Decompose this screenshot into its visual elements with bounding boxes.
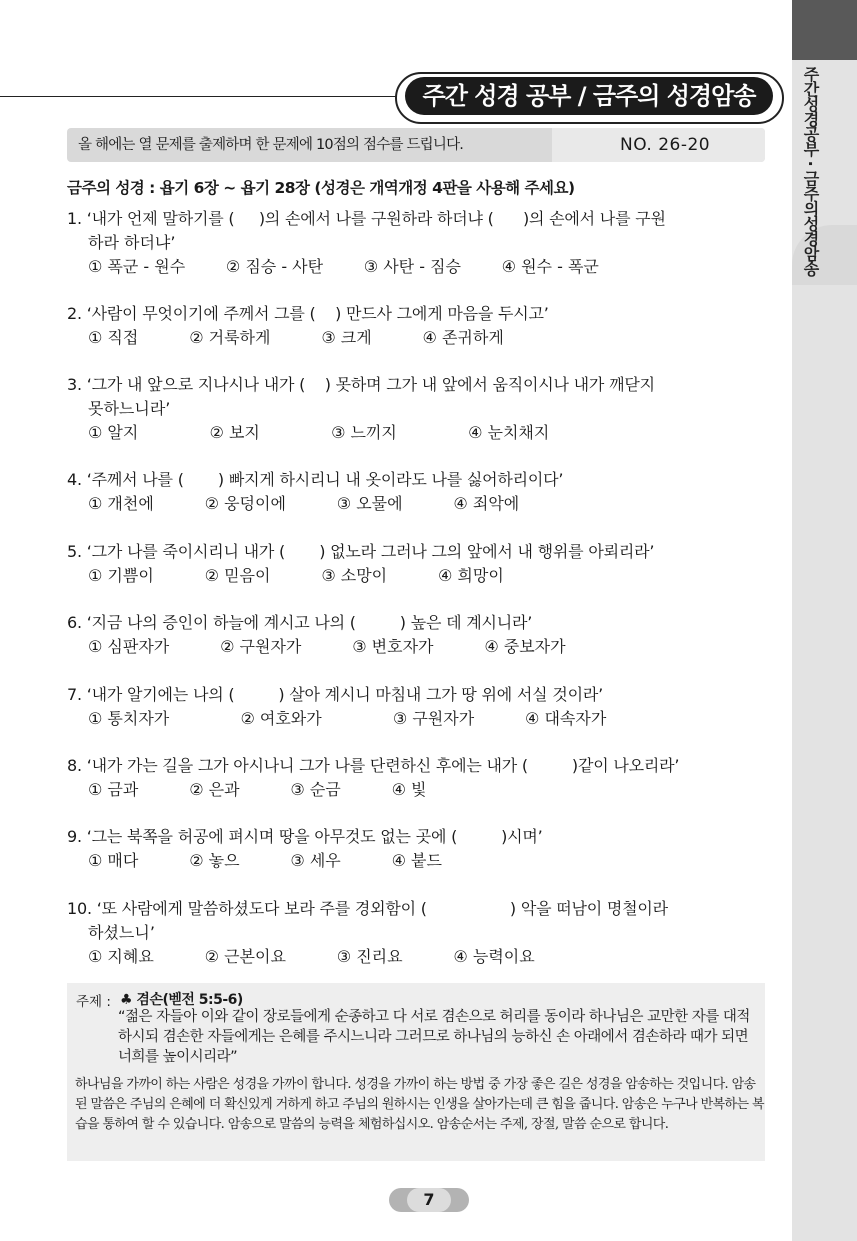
question-3 [67, 373, 767, 445]
question-1 [67, 207, 767, 279]
header-rule [0, 96, 400, 97]
question-options: ① 폭군 - 원수 ② 짐승 - 사탄 ③ 사탄 - 짐승 ④ 원수 - 폭군 [88, 257, 599, 276]
question-text: 8. ‘내가 가는 길을 그가 아시나니 그가 나를 단련하신 후에는 내가 ( )같이 나오리라’ [67, 756, 680, 775]
question-text: 6. ‘지금 나의 증인이 하늘에 계시고 나의 ( ) 높은 데 계시니라’ [67, 613, 533, 632]
question-text: 5. ‘그가 나를 죽이시리니 내가 ( ) 없노라 그러나 그의 앞에서 내 행위를 아뢰리라’ [67, 542, 655, 561]
side-tab-dark-block [792, 0, 857, 60]
question-options: ① 지혜요 ② 근본이요 ③ 진리요 ④ 능력이요 [88, 947, 535, 966]
theme-label: 주제 : [76, 994, 111, 1010]
page-number: 7 [407, 1188, 451, 1212]
question-10 [67, 897, 767, 969]
question-text-cont: 하셨느니’ [88, 923, 155, 942]
info-text: 올 해에는 열 문제를 출제하며 한 문제에 10점의 점수를 드립니다. [78, 137, 464, 153]
question-options: ① 기쁨이 ② 믿음이 ③ 소망이 ④ 희망이 [88, 566, 504, 585]
theme-verse: “젊은 자들아 이와 같이 장로들에게 순종하고 다 서로 겸손으로 허리를 동이라 하나님은 교만한 자를 대적하시되 겸손한 자들에게는 은혜를 주시느니라 그러므로 하나님의 능하신 손 아래에서 겸손하라 때가 되면 너희를 높이시리라” [118, 1009, 750, 1065]
question-text: 9. ‘그는 북쪽을 허공에 펴시며 땅을 아무것도 없는 곳에 ( )시며’ [67, 827, 543, 846]
question-text: 2. ‘사람이 무엇이기에 주께서 그를 ( ) 만드사 그에게 마음을 두시고’ [67, 304, 549, 323]
question-8 [67, 754, 767, 802]
question-7 [67, 683, 767, 731]
theme-description: 하나님을 가까이 하는 사람은 성경을 가까이 합니다. 성경을 가까이 하는 방법 중 가장 좋은 길은 성경을 암송하는 것입니다. 암송된 말씀은 주님의 은혜에 더 확신있게 거하게 하고 주님의 원하시는 인생을 살아가는데 큰 힘을 줍니다. 암송은 누구나 반복하는 복습을 통하여 할 수 있습니다. 암송으로 말씀의 능력을 체험하십시오. 암송순서는 주제, 장절, 말씀 순으로 합니다. [75, 1077, 764, 1132]
question-2 [67, 302, 767, 350]
question-text: 10. ‘또 사람에게 말씀하셨도다 보라 주를 경외함이 ( ) 악을 떠남이 명철이라 [67, 899, 668, 918]
question-options: ① 직접 ② 거룩하게 ③ 크게 ④ 존귀하게 [88, 328, 504, 347]
question-options: ① 통치자가 ② 여호와가 ③ 구원자가 ④ 대속자가 [88, 709, 607, 728]
question-text: 3. ‘그가 내 앞으로 지나시나 내가 ( ) 못하며 그가 내 앞에서 움직이시나 내가 깨닫지 [67, 375, 655, 394]
question-options: ① 금과 ② 은과 ③ 순금 ④ 빛 [88, 780, 427, 799]
question-text: 4. ‘주께서 나를 ( ) 빠지게 하시리니 내 옷이라도 나를 싫어하리이다’ [67, 470, 564, 489]
question-options: ① 매다 ② 놓으 ③ 세우 ④ 붙드 [88, 851, 442, 870]
memory-passage: 금주의 성경 : 욥기 6장 ~ 욥기 28장 (성경은 개역개정 4판을 사용해 주세요) [67, 179, 575, 197]
question-text: 7. ‘내가 알기에는 나의 ( ) 살아 계시니 마침내 그가 땅 위에 서실 것이라’ [67, 685, 603, 704]
question-options: ① 알지 ② 보지 ③ 느끼지 ④ 눈치채지 [88, 423, 550, 442]
issue-number: NO. 26-20 [620, 135, 711, 155]
question-6 [67, 611, 767, 659]
question-4 [67, 468, 767, 516]
theme-title: ♣ 겸손(벧전 5:5-6) [120, 992, 243, 1008]
question-options: ① 심판자가 ② 구원자가 ③ 변호자가 ④ 중보자가 [88, 637, 566, 656]
page-title: 주간 성경 공부 / 금주의 성경암송 [405, 77, 773, 115]
question-text: 1. ‘내가 언제 말하기를 ( )의 손에서 나를 구원하라 하더냐 ( )의 손에서 나를 구원 [67, 209, 666, 228]
question-text-cont: 하라 하더냐’ [88, 233, 176, 252]
question-5 [67, 540, 767, 588]
question-9 [67, 825, 767, 873]
question-text-cont: 못하느니라’ [88, 399, 171, 418]
side-tab-label: 주간성경공부 · 금주의성경암송 [801, 66, 820, 276]
question-options: ① 개천에 ② 웅덩이에 ③ 오물에 ④ 죄악에 [88, 494, 520, 513]
